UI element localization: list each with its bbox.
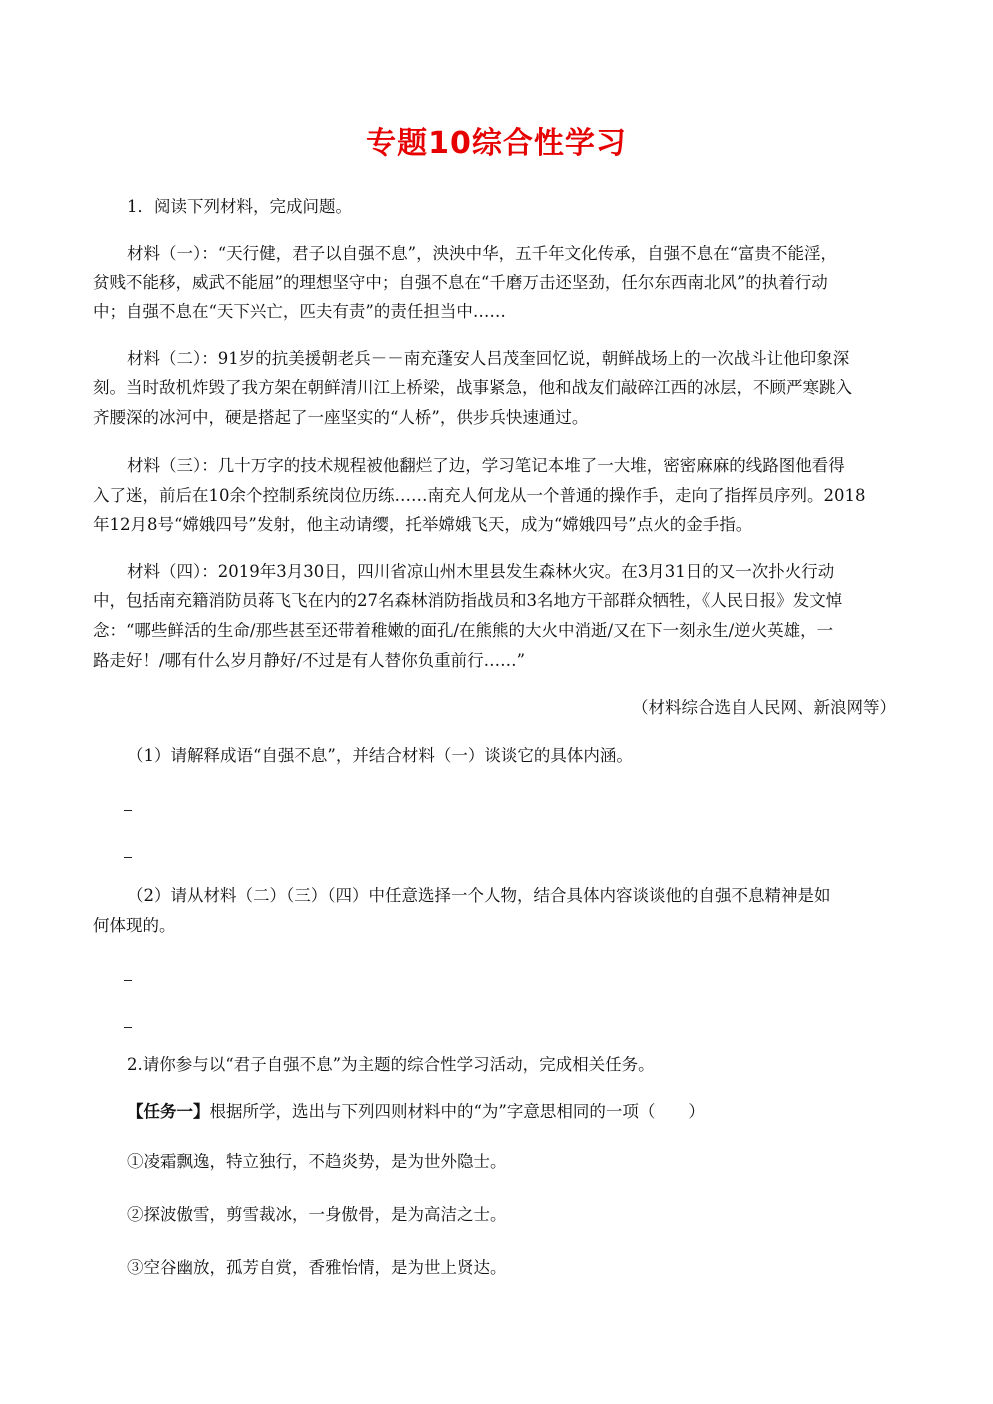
material-1-line: 中；自强不息在“天下兴亡，匹夫有责”的责任担当中…… [93,302,506,321]
material-1-line: 材料（一）：“天行健，君子以自强不息”，泱泱中华，五千年文化传承，自强不息在“富贵不能淫， [127,244,838,263]
material-2-line: 齐腰深的冰河中，硬是搭起了一座坚实的“人桥”，供步兵快速通过。 [93,408,589,427]
material-4-line: 中，包括南充籍消防员蒋飞飞在内的27名森林消防指战员和3名地方干部群众牺牲，《人民日报》发文悼 [93,591,843,610]
sub-question-2-line: （2）请从材料（二）（三）（四）中任意选择一个人物，结合具体内容谈谈他的自强不息精神是如 [127,886,831,905]
page-title: 专题10综合性学习 [366,126,627,161]
material-2-line: 刻。当时敌机炸毁了我方架在朝鲜清川江上桥梁，战事紧急，他和战友们敲碎江西的冰层，不顾严寒跳入 [93,378,852,397]
material-3-line: 入了迷，前后在10余个控制系统岗位历练……南充人何龙从一个普通的操作手，走向了指挥员序列。2018 [93,486,866,505]
task-1-line [127,1102,705,1122]
option-item: ②探波傲雪，剪雪裁冰，一身傲骨，是为高洁之士。 [127,1205,507,1224]
task-1-tag: 【任务一】 [127,1102,210,1121]
answer-blank[interactable] [124,810,132,811]
answer-blank[interactable] [124,1027,132,1028]
material-source: （材料综合选自人民网、新浪网等） [632,698,896,717]
question-2-stem: 2.请你参与以“君子自强不息”为主题的综合性学习活动，完成相关任务。 [127,1055,655,1074]
material-2-line: 材料（二）：91岁的抗美援朝老兵－－南充蓬安人吕茂奎回忆说，朝鲜战场上的一次战斗让他印象深 [127,349,850,368]
answer-blank[interactable] [124,857,132,858]
sub-question-2-line: 何体现的。 [93,916,176,935]
material-4-line: 念：“哪些鲜活的生命/那些甚至还带着稚嫩的面孔/在熊熊的大火中消逝/又在下一刻永生/逆火英雄，一 [93,621,834,640]
material-1-line: 贫贱不能移，威武不能屈”的理想坚守中；自强不息在“千磨万击还坚劲，任尔东西南北风”的执着行动 [93,273,828,292]
material-3-line: 年12月8号“嫦娥四号”发射，他主动请缨，托举嫦娥飞天，成为“嫦娥四号”点火的金手指。 [93,515,753,534]
question-1-stem: 1．阅读下列材料，完成问题。 [127,197,352,216]
option-item: ①凌霜飘逸，特立独行，不趋炎势，是为世外隐士。 [127,1152,507,1171]
material-4-line: 路走好！/哪有什么岁月静好/不过是有人替你负重前行……” [93,651,526,670]
answer-blank[interactable] [124,980,132,981]
material-3-line: 材料（三）：几十万字的技术规程被他翻烂了边，学习笔记本堆了一大堆，密密麻麻的线路图他看得 [127,456,845,475]
option-item: ③空谷幽放，孤芳自赏，香雅怡情，是为世上贤达。 [127,1258,507,1277]
task-1-text: 根据所学，选出与下列四则材料中的“为”字意思相同的一项（ ） [209,1102,705,1121]
sub-question-1: （1）请解释成语“自强不息”，并结合材料（一）谈谈它的具体内涵。 [127,746,633,765]
material-4-line: 材料（四）：2019年3月30日，四川省凉山州木里县发生森林火灾。在3月31日的又一次扑火行动 [127,562,835,581]
